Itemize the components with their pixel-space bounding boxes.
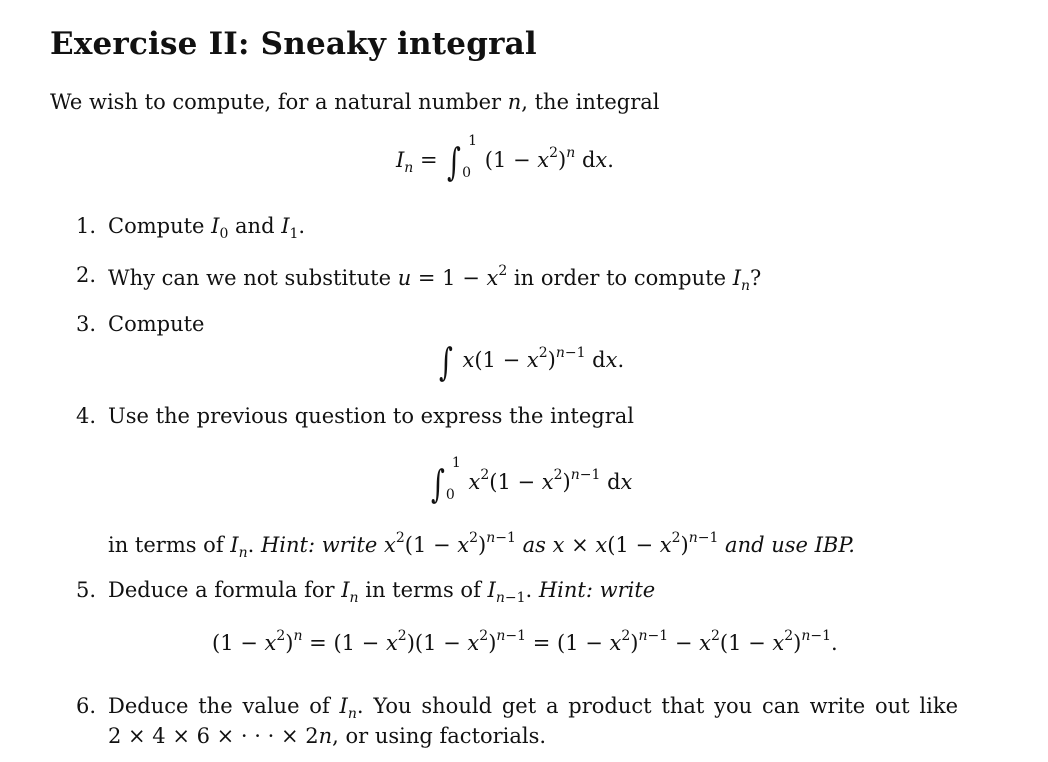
intro-text: We wish to compute, for a natural number n, the integral: [50, 90, 660, 114]
display-item-5: $(1 - x^2)^n = (1 - x^2)(1 - x^2)^{n-1} = (1 - x^2)^{n-1} - x^2(1 - x^2)^{n-1}$.: [212, 628, 838, 655]
display-integral-In: $I_n$ = ∫ 1 0 $(1 - x^2)^n$ dx.: [396, 133, 614, 184]
item-1-number: 1.: [76, 214, 97, 238]
item-5-text: Deduce a formula for $I_n$ in terms of $I_{n-1}$. Hint: write: [108, 578, 656, 606]
item-6-number: 6.: [76, 694, 97, 718]
display-item-3: ∫ $x(1 - x^2)^{n-1}$ dx.: [438, 340, 625, 384]
item-5-number: 5.: [76, 578, 97, 602]
item-4-text: Use the previous question to express the integral: [108, 404, 634, 428]
item-2-text: Why can we not substitute $u = 1 - x^2$ in order to compute $I_n$?: [108, 263, 762, 294]
display-item-4: ∫ 1 0 $x^2(1 - x^2)^{n-1}$ dx: [430, 455, 633, 506]
exercise-title: Exercise II: Sneaky integral: [50, 26, 537, 62]
item-4-number: 4.: [76, 404, 97, 428]
item-4-tail: in terms of $I_n$. Hint: write $x^2(1 - x^2)^{n-1}$ as $x \times x(1 - x^2)^{n-1}$ and use IBP.: [108, 530, 855, 561]
item-6-text: Deduce the value of $I_n$. You should get a product that you can write out like: [108, 694, 958, 722]
item-6-tail: 2 × 4 × 6 × · · · × 2n, or using factorials.: [108, 724, 547, 748]
item-3-text: Compute: [108, 312, 205, 336]
item-2-number: 2.: [76, 263, 97, 287]
item-3-number: 3.: [76, 312, 97, 336]
item-1-text: Compute $I_0$ and $I_1$.: [108, 214, 306, 242]
